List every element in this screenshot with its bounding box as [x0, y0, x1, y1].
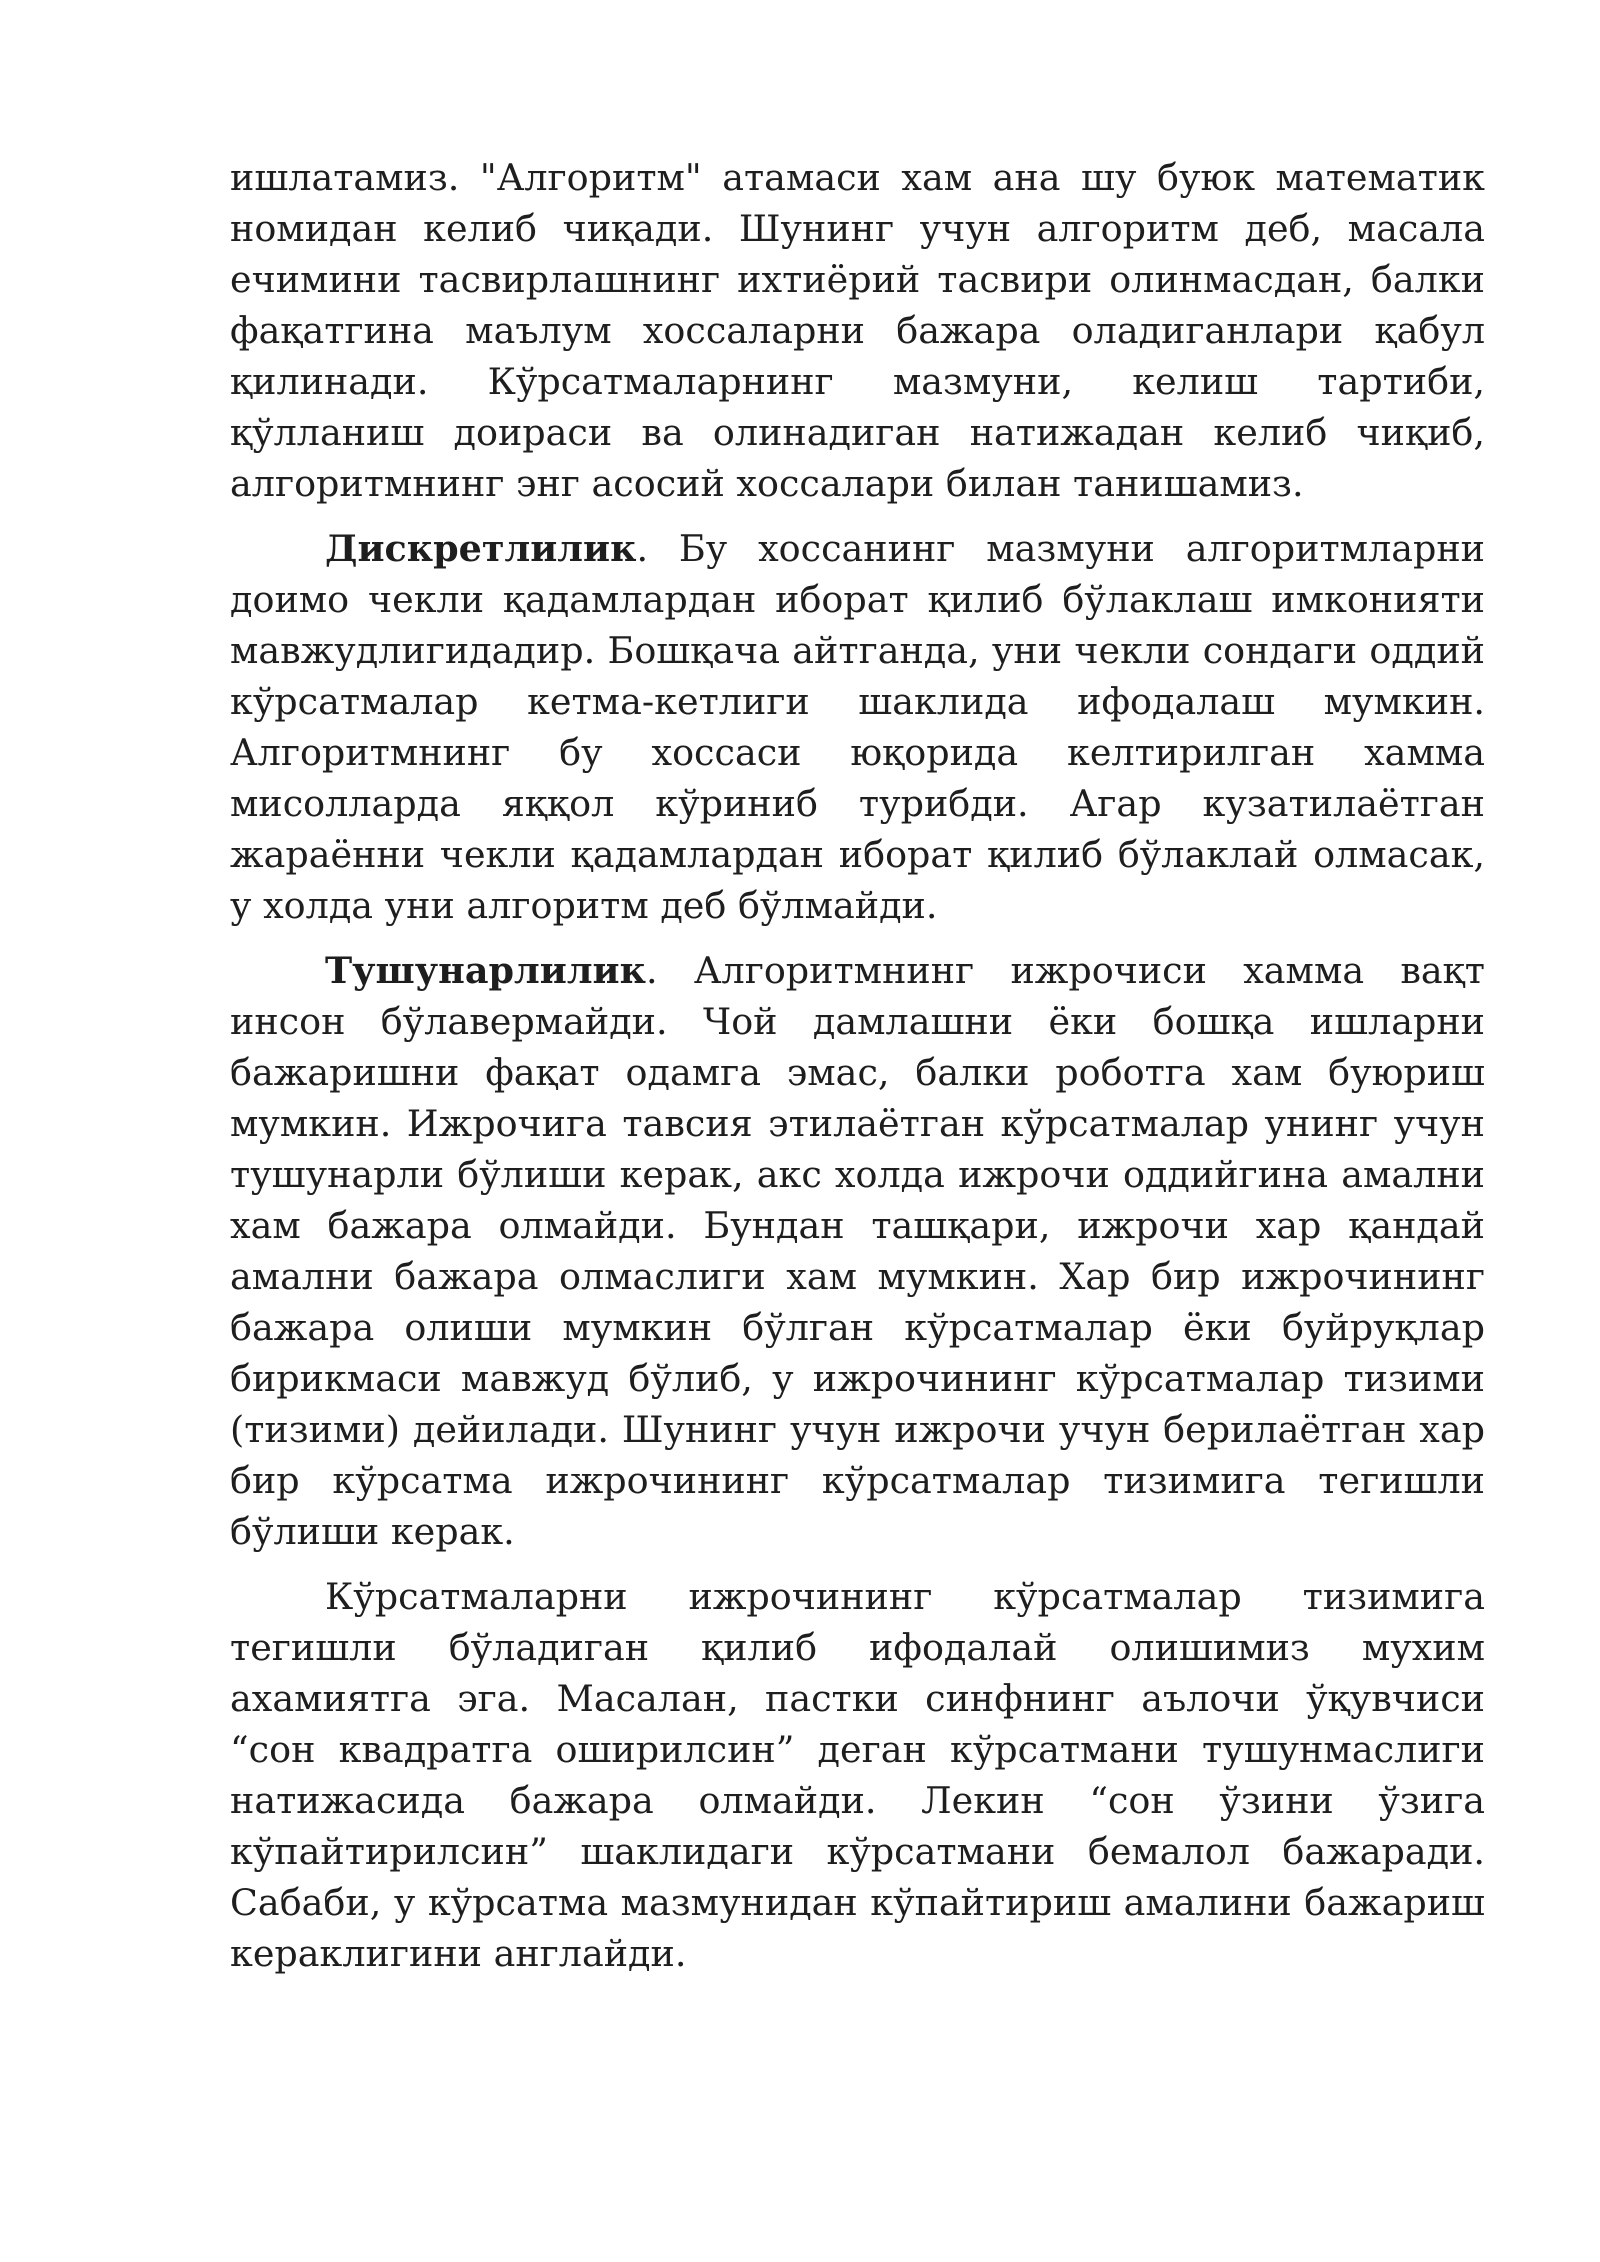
- paragraph-text: Бу хоссанинг мазмуни алгоритмларни доимо чекли қадамлардан иборат қилиб бўлаклаш имконияти мавжудлигидадир. Бошқача айтганда, уни чекли сондаги оддий кўрсатмалар кетма-кетлиги шаклида ифодалаш мумкин. Алгоритмнинг бу хоссаси юқорида келтирилган хамма мисолларда яққол кўриниб турибди. Агар кузатилаётган жараённи чекли қадамлардан иборат қилиб бўлаклай олмасак, у холда уни алгоритм деб бўлмайди.: [230, 527, 1485, 927]
- paragraph-instruction-system: [230, 1571, 1485, 1979]
- paragraph-discreteness: [230, 523, 1485, 931]
- term-suffix: .: [645, 949, 658, 992]
- term-understandability: Тушунарлилик: [325, 949, 646, 992]
- term-suffix: .: [636, 527, 649, 570]
- paragraph-text: ишлатамиз. "Алгоритм" атамаси хам ана шу буюк математик номидан келиб чиқади. Шунинг учун алгоритм деб, масала ечимини тасвирлашнинг ихтиёрий тасвири олинмасдан, балки фақатгина маълум хоссаларни бажара оладиганлари қабул қилинади. Кўрсатмаларнинг мазмуни, келиш тартиби, қўлланиш доираси ва олинадиган натижадан келиб чиқиб, алгоритмнинг энг асосий хоссалари билан танишамиз.: [230, 156, 1485, 505]
- paragraph-understandability: [230, 945, 1485, 1557]
- body-text: [230, 152, 1485, 1993]
- paragraph-text: Алгоритмнинг ижрочиси хамма вақт инсон бўлавермайди. Чой дамлашни ёки бошқа ишларни бажаришни фақат одамга эмас, балки роботга хам буюриш мумкин. Ижрочига тавсия этилаётган кўрсатмалар унинг учун тушунарли бўлиши керак, акс холда ижрочи оддийгина амални хам бажара олмайди. Бундан ташқари, ижрочи хар қандай амални бажара олмаслиги хам мумкин. Хар бир ижрочининг бажара олиши мумкин бўлган кўрсатмалар ёки буйруқлар бирикмаси мавжуд бўлиб, у ижрочининг кўрсатмалар тизими (тизими) дейилади. Шунинг учун ижрочи учун берилаётган хар бир кўрсатма ижрочининг кўрсатмалар тизимига тегишли бўлиши керак.: [230, 949, 1485, 1553]
- paragraph-text: Кўрсатмаларни ижрочининг кўрсатмалар тизимига тегишли бўладиган қилиб ифодалай олишимиз мухим ахамиятга эга. Масалан, пастки синфнинг аълочи ўқувчиси “сон квадратга оширилсин” деган кўрсатмани тушунмаслиги натижасида бажара олмайди. Лекин “сон ўзини ўзига кўпайтирилсин” шаклидаги кўрсатмани бемалол бажаради. Сабаби, у кўрсатма мазмунидан кўпайтириш амалини бажариш кераклигини англайди.: [230, 1575, 1485, 1975]
- term-discreteness: Дискретлилик: [325, 527, 637, 570]
- paragraph-intro-continuation: [230, 152, 1485, 509]
